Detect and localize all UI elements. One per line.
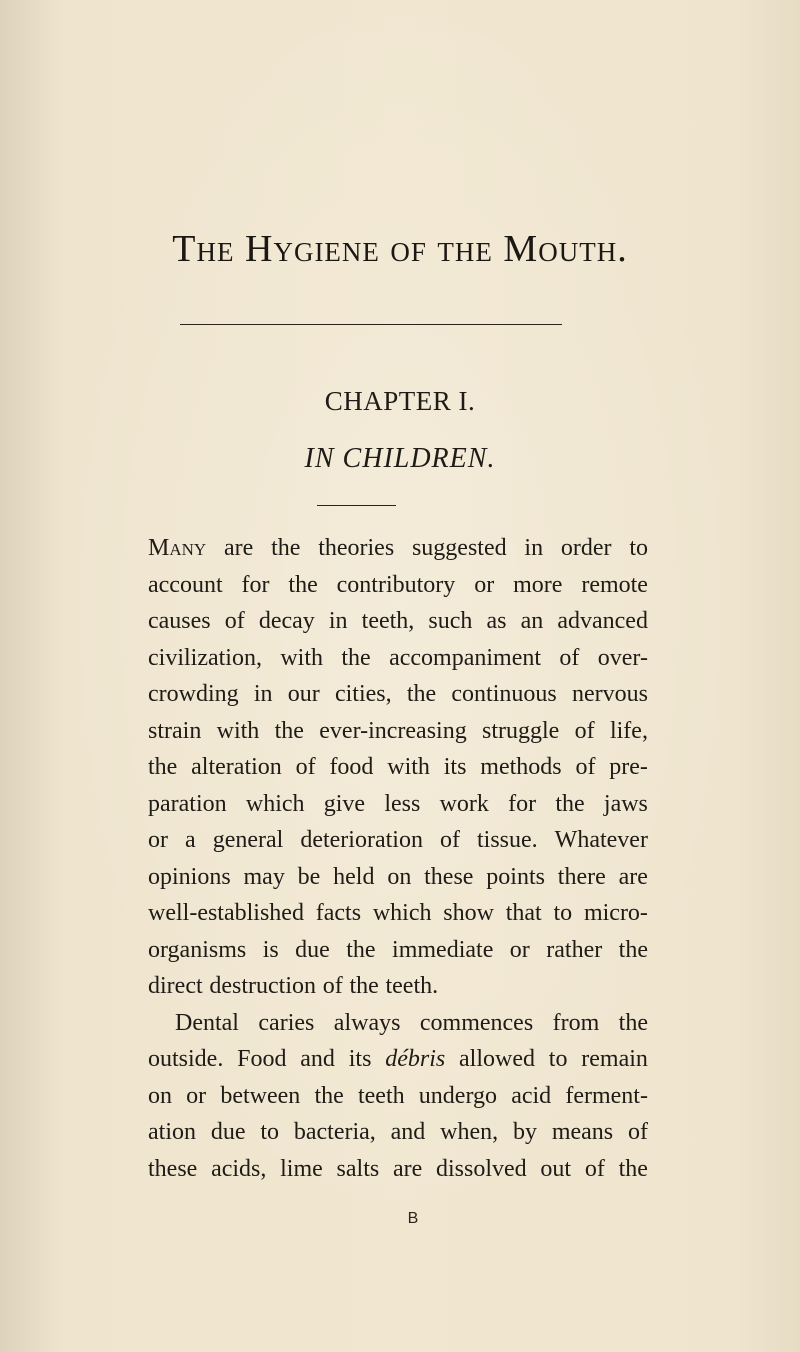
word: order [560, 535, 612, 561]
word: the [618, 936, 648, 963]
word: remote [581, 571, 648, 598]
word: theories [318, 535, 395, 561]
word: jaws [603, 790, 648, 817]
word: dissolved [436, 1155, 527, 1182]
word: or [186, 1082, 207, 1109]
text-line [148, 1078, 648, 1115]
word: between [220, 1082, 301, 1109]
word: facts [315, 900, 362, 926]
chapter-rule [317, 505, 396, 506]
word: Many [148, 535, 207, 561]
word: in [253, 681, 273, 707]
book-title: The Hygiene of the Mouth. [172, 228, 628, 270]
word: undergo [418, 1082, 498, 1109]
word: is [262, 936, 279, 963]
body-text [148, 530, 648, 1187]
word: well-established [148, 900, 304, 926]
word: pre- [609, 754, 648, 780]
word: these [424, 863, 474, 890]
word: the [618, 1009, 648, 1036]
word: or [148, 827, 168, 853]
text-line [148, 1114, 648, 1151]
word: ever-increasing [319, 717, 467, 744]
word: commences [419, 1009, 534, 1036]
word: opinions [148, 863, 231, 890]
word: the [618, 1155, 648, 1182]
word: teeth, [361, 608, 415, 634]
word: or [474, 571, 495, 598]
word: are [618, 863, 648, 890]
text-line [148, 567, 648, 604]
word: teeth [357, 1082, 405, 1109]
word: on [387, 863, 412, 890]
word: less [384, 790, 421, 817]
word: accompaniment [389, 644, 542, 671]
word: such [428, 608, 473, 634]
paragraph [148, 530, 648, 1005]
word: destruction [209, 973, 316, 999]
text-line [148, 822, 648, 859]
word: civilization, [148, 644, 262, 671]
word: the [271, 535, 301, 561]
text-line [148, 1151, 648, 1188]
word: more [513, 571, 563, 598]
word: salts [336, 1155, 380, 1182]
word: to [629, 535, 648, 561]
text-line [148, 713, 648, 750]
word: the [406, 681, 437, 707]
word: held [333, 863, 375, 890]
word: for [241, 571, 270, 598]
word: rather [546, 936, 603, 963]
text-line [148, 676, 648, 713]
word: with [280, 644, 324, 671]
word: immediate [392, 936, 494, 963]
word: the [274, 717, 304, 744]
word: of [574, 717, 595, 744]
text-line [148, 530, 648, 567]
word: débris [385, 1046, 446, 1072]
word: struggle [482, 717, 560, 744]
word: its [348, 1046, 372, 1072]
text-line [148, 1005, 648, 1042]
word: as [486, 608, 507, 634]
word: be [297, 863, 321, 890]
word: remain [581, 1046, 648, 1072]
word: ation [148, 1119, 196, 1145]
word: to [260, 1119, 280, 1145]
word: account [148, 571, 223, 598]
word: the [314, 1082, 344, 1109]
word: of [439, 827, 460, 853]
word: points [486, 863, 545, 890]
word: teeth. [385, 973, 439, 999]
word: lime [280, 1155, 323, 1182]
word: are [392, 1155, 423, 1182]
word: Dental [175, 1009, 239, 1036]
word: direct [148, 973, 203, 999]
word: Food [237, 1046, 287, 1072]
word: with [387, 754, 430, 780]
text-line [148, 968, 648, 1005]
text-line [148, 932, 648, 969]
word: when, [440, 1119, 499, 1145]
word: of [559, 644, 580, 671]
word: or [509, 936, 530, 963]
paragraph [148, 1005, 648, 1188]
word: and [390, 1119, 426, 1145]
word: to [548, 1046, 568, 1072]
word: general [212, 827, 284, 853]
word: of [575, 754, 596, 780]
word: a [185, 827, 196, 853]
text-line [148, 895, 648, 932]
text-line [148, 749, 648, 786]
word: of [627, 1119, 648, 1145]
word: our [287, 681, 320, 707]
text-line [148, 1041, 648, 1078]
word: life, [609, 717, 648, 744]
word: to [553, 900, 573, 926]
word: may [243, 863, 285, 890]
word: which [245, 790, 305, 817]
word: suggested [411, 535, 507, 561]
word: acid [511, 1082, 552, 1109]
word: allowed [459, 1046, 535, 1072]
word: an [520, 608, 544, 634]
word: on [148, 1082, 172, 1109]
word: deterioration [300, 827, 423, 853]
word: over- [597, 644, 648, 671]
word: from [552, 1009, 600, 1036]
word: of [295, 754, 316, 780]
word: tissue. [476, 827, 538, 853]
word: acids, [211, 1155, 267, 1182]
word: the [346, 936, 376, 963]
word: alteration [191, 754, 282, 780]
word: crowding [148, 681, 239, 707]
word: of [322, 973, 343, 999]
signature-mark: B [407, 1210, 419, 1227]
word: of [224, 608, 245, 634]
word: its [443, 754, 467, 780]
title-rule [180, 324, 562, 325]
word: and [300, 1046, 335, 1072]
word: nervous [571, 681, 648, 707]
word: of [584, 1155, 605, 1182]
word: always [333, 1009, 401, 1036]
word: for [508, 790, 537, 817]
word: methods [480, 754, 562, 780]
word: due [210, 1119, 246, 1145]
word: the [148, 754, 178, 780]
word: the [555, 790, 585, 817]
word: with [216, 717, 260, 744]
word: are [223, 535, 254, 561]
word: Whatever [554, 827, 648, 853]
word: the [341, 644, 371, 671]
word: the [349, 973, 379, 999]
word: that [505, 900, 542, 926]
word: micro- [583, 900, 648, 926]
text-line [148, 640, 648, 677]
word: means [551, 1119, 614, 1145]
text-line [148, 786, 648, 823]
word: by [512, 1119, 537, 1145]
word: food [329, 754, 374, 780]
word: continuous [451, 681, 557, 707]
chapter-subtitle: IN CHILDREN. [304, 443, 496, 474]
word: strain [148, 717, 202, 744]
word: paration [148, 790, 227, 817]
word: give [323, 790, 366, 817]
word: show [443, 900, 494, 926]
word: these [148, 1155, 198, 1182]
word: caries [258, 1009, 315, 1036]
chapter-heading: CHAPTER I. [324, 386, 476, 416]
word: there [557, 863, 606, 890]
word: which [372, 900, 432, 926]
word: contributory [336, 571, 456, 598]
word: in [524, 535, 544, 561]
word: due [295, 936, 330, 963]
word: work [439, 790, 489, 817]
word: the [288, 571, 318, 598]
word: decay [258, 608, 315, 634]
word: advanced [557, 608, 648, 634]
word: in [328, 608, 348, 634]
word: cities, [334, 681, 392, 707]
word: out [540, 1155, 572, 1182]
word: organisms [148, 936, 247, 963]
word: bacteria, [293, 1119, 376, 1145]
word: outside. [148, 1046, 224, 1072]
text-line [148, 859, 648, 896]
word: causes [148, 608, 211, 634]
text-line [148, 603, 648, 640]
word: ferment- [565, 1082, 648, 1109]
